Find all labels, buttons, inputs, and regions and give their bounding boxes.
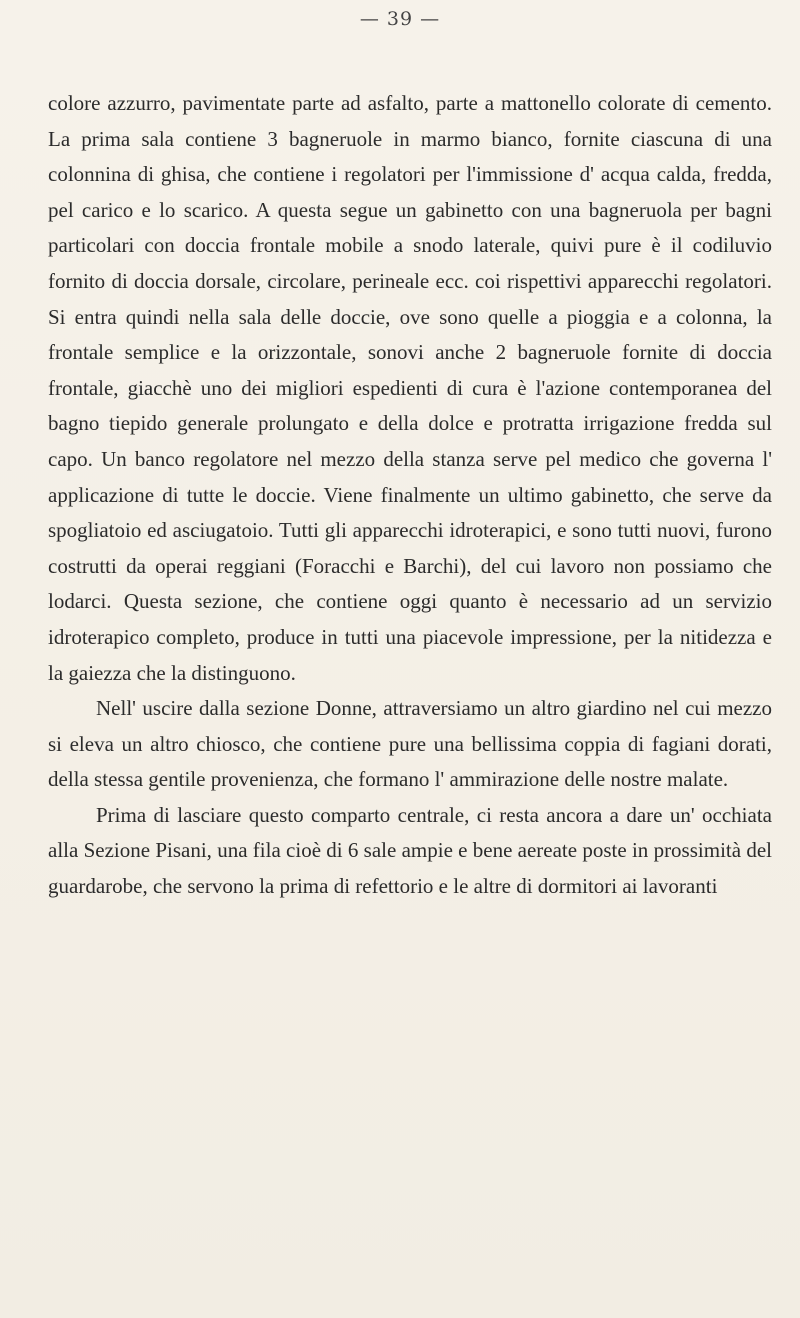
page-number: — 39 — bbox=[359, 8, 441, 30]
paragraph-2: Nell' uscire dalla sezione Donne, attraversiamo un altro giardino nel cui mezzo si eleva un altro chiosco, che contiene pure una bellissima coppia di fagiani dorati, della stessa gentile provenienza, che formano l' ammirazione delle nostre malate. bbox=[48, 696, 772, 792]
body-text bbox=[48, 86, 772, 905]
paragraph-1: colore azzurro, pavimentate parte ad asfalto, parte a mattonello colorate di cemento. La prima sala contiene 3 bagneruole in marmo bianco, fornite ciascuna di una colonnina di ghisa, che contiene i regolatori per l'immissione d' acqua calda, fredda, pel carico e lo scarico. A questa segue un gabinetto con una bagneruola per bagni particolari con doccia frontale mobile a snodo laterale, quivi pure è il codiluvio fornito di doccia dorsale, circolare, perineale ecc. coi rispettivi apparecchi regolatori. Si entra quindi nella sala delle doccie, ove sono quelle a pioggia e a colonna, la frontale semplice e la orizzontale, sonovi anche 2 bagneruole fornite di doccia frontale, giacchè uno dei migliori espedienti di cura è l'azione contemporanea del bagno tiepido generale prolungato e della dolce e protratta irrigazione fredda sul capo. Un banco regolatore nel mezzo della stanza serve pel medico che governa l' applicazione di tutte le doccie. Viene finalmente un ultimo gabinetto, che serve da spogliatoio ed asciugatoio. Tutti gli apparecchi idroterapici, e sono tutti nuovi, furono costrutti da operai reggiani (Foracchi e Barchi), del cui lavoro non possiamo che lodarci. Questa sezione, che contiene oggi quanto è necessario ad un servizio idroterapico completo, produce in tutti una piacevole impressione, per la nitidezza e la gaiezza che la distinguono. bbox=[48, 91, 772, 685]
paragraph-3: Prima di lasciare questo comparto centrale, ci resta ancora a dare un' occhiata alla Sezione Pisani, una fila cioè di 6 sale ampie e bene aereate poste in prossimità del guardarobe, che servono la prima di refettorio e le altre di dormitori ai lavoranti bbox=[48, 802, 772, 899]
